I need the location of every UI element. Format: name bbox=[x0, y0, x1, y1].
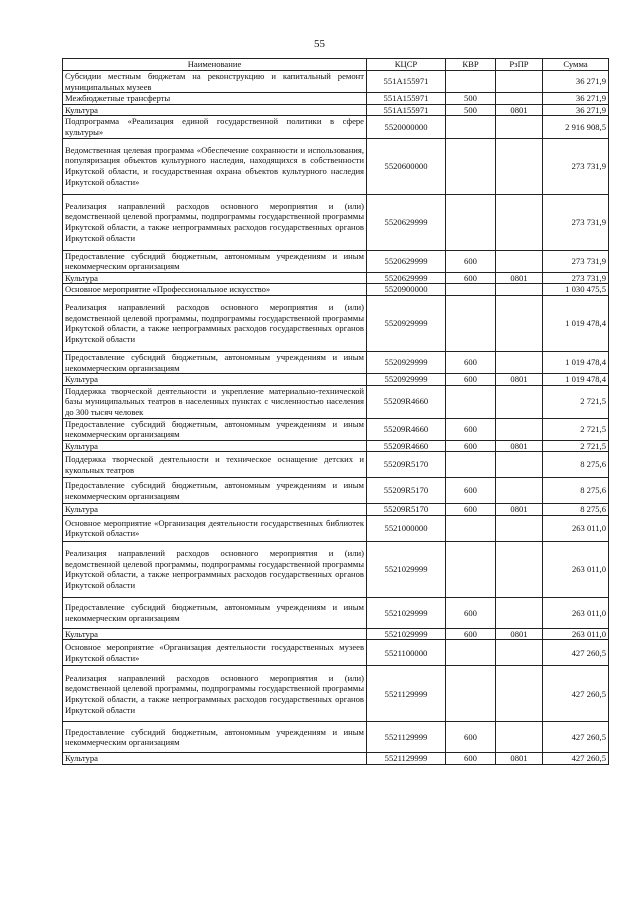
cell-name: Подпрограмма «Реализация единой государственной политики в сфере культуры» bbox=[63, 116, 367, 138]
cell-name: Реализация направлений расходов основного мероприятия и (или) ведомственной целевой программы, подпрограммы государственной программы Иркутской области, а также непрограммных расходов государственных органов Иркутской области bbox=[63, 541, 367, 597]
cell-sum: 8 275,6 bbox=[543, 452, 609, 478]
cell-kvr: 600 bbox=[446, 351, 496, 373]
cell-rzpr: 0801 bbox=[496, 440, 543, 452]
cell-code: 55209R4660 bbox=[367, 418, 446, 440]
cell-kvr bbox=[446, 295, 496, 351]
cell-kvr: 600 bbox=[446, 272, 496, 284]
cell-rzpr bbox=[496, 722, 543, 753]
table-row bbox=[63, 515, 609, 541]
cell-rzpr bbox=[496, 295, 543, 351]
cell-sum: 263 011,0 bbox=[543, 628, 609, 640]
cell-name: Предоставление субсидий бюджетным, автономным учреждениям и иным некоммерческим организациям bbox=[63, 351, 367, 373]
cell-code: 55209R5170 bbox=[367, 452, 446, 478]
cell-name: Предоставление субсидий бюджетным, автономным учреждениям и иным некоммерческим организациям bbox=[63, 418, 367, 440]
header-code: КЦСР bbox=[367, 59, 446, 71]
cell-kvr: 600 bbox=[446, 628, 496, 640]
cell-kvr bbox=[446, 284, 496, 296]
cell-rzpr bbox=[496, 418, 543, 440]
cell-code: 5520900000 bbox=[367, 284, 446, 296]
cell-rzpr: 0801 bbox=[496, 753, 543, 765]
cell-sum: 263 011,0 bbox=[543, 597, 609, 628]
cell-code: 551А155971 bbox=[367, 71, 446, 93]
table-row bbox=[63, 722, 609, 753]
cell-rzpr bbox=[496, 597, 543, 628]
cell-kvr bbox=[446, 640, 496, 666]
cell-kvr bbox=[446, 138, 496, 194]
table-row bbox=[63, 295, 609, 351]
cell-kvr: 600 bbox=[446, 440, 496, 452]
cell-rzpr bbox=[496, 666, 543, 722]
table-row bbox=[63, 374, 609, 386]
cell-name: Культура bbox=[63, 628, 367, 640]
cell-sum: 263 011,0 bbox=[543, 541, 609, 597]
header-rzpr: РзПР bbox=[496, 59, 543, 71]
table-header-row bbox=[63, 59, 609, 71]
cell-rzpr bbox=[496, 385, 543, 418]
cell-name: Реализация направлений расходов основного мероприятия и (или) ведомственной целевой программы, подпрограммы государственной программы Иркутской области, а также непрограммных расходов государственных органов Иркутской области bbox=[63, 666, 367, 722]
cell-sum: 427 260,5 bbox=[543, 666, 609, 722]
cell-code: 55209R5170 bbox=[367, 504, 446, 516]
cell-code: 55209R5170 bbox=[367, 478, 446, 504]
cell-name: Культура bbox=[63, 440, 367, 452]
cell-sum: 1 019 478,4 bbox=[543, 351, 609, 373]
cell-kvr: 600 bbox=[446, 250, 496, 272]
cell-kvr bbox=[446, 452, 496, 478]
cell-code: 5521129999 bbox=[367, 722, 446, 753]
table-row bbox=[63, 452, 609, 478]
cell-kvr bbox=[446, 666, 496, 722]
cell-sum: 273 731,9 bbox=[543, 138, 609, 194]
cell-sum: 1 019 478,4 bbox=[543, 295, 609, 351]
cell-name: Основное мероприятие «Организация деятельности государственных библиотек Иркутской области» bbox=[63, 515, 367, 541]
cell-sum: 36 271,9 bbox=[543, 93, 609, 105]
cell-kvr: 600 bbox=[446, 722, 496, 753]
cell-code: 5520000000 bbox=[367, 116, 446, 138]
cell-code: 55209R4660 bbox=[367, 440, 446, 452]
cell-rzpr bbox=[496, 284, 543, 296]
cell-rzpr bbox=[496, 250, 543, 272]
cell-code: 5521100000 bbox=[367, 640, 446, 666]
cell-sum: 2 721,5 bbox=[543, 385, 609, 418]
cell-sum: 1 019 478,4 bbox=[543, 374, 609, 386]
cell-kvr: 500 bbox=[446, 104, 496, 116]
cell-kvr: 500 bbox=[446, 93, 496, 105]
cell-name: Основное мероприятие «Организация деятельности государственных музеев Иркутской области» bbox=[63, 640, 367, 666]
cell-name: Культура bbox=[63, 272, 367, 284]
table-row bbox=[63, 93, 609, 105]
table-row bbox=[63, 640, 609, 666]
header-kvr: КВР bbox=[446, 59, 496, 71]
cell-sum: 2 721,5 bbox=[543, 440, 609, 452]
cell-kvr: 600 bbox=[446, 504, 496, 516]
table-row bbox=[63, 385, 609, 418]
cell-sum: 273 731,9 bbox=[543, 250, 609, 272]
cell-name: Межбюджетные трансферты bbox=[63, 93, 367, 105]
cell-rzpr bbox=[496, 194, 543, 250]
table-row bbox=[63, 194, 609, 250]
cell-code: 5520600000 bbox=[367, 138, 446, 194]
cell-sum: 273 731,9 bbox=[543, 272, 609, 284]
header-name: Наименование bbox=[63, 59, 367, 71]
cell-sum: 427 260,5 bbox=[543, 753, 609, 765]
cell-kvr: 600 bbox=[446, 478, 496, 504]
cell-kvr bbox=[446, 541, 496, 597]
cell-kvr: 600 bbox=[446, 374, 496, 386]
cell-code: 5521029999 bbox=[367, 541, 446, 597]
table-row bbox=[63, 666, 609, 722]
table-row bbox=[63, 272, 609, 284]
cell-code: 5520629999 bbox=[367, 272, 446, 284]
table-row bbox=[63, 597, 609, 628]
cell-name: Культура bbox=[63, 104, 367, 116]
table-row bbox=[63, 284, 609, 296]
cell-name: Предоставление субсидий бюджетным, автономным учреждениям и иным некоммерческим организациям bbox=[63, 597, 367, 628]
cell-name: Предоставление субсидий бюджетным, автономным учреждениям и иным некоммерческим организациям bbox=[63, 478, 367, 504]
table-row bbox=[63, 104, 609, 116]
cell-kvr bbox=[446, 116, 496, 138]
cell-rzpr bbox=[496, 478, 543, 504]
cell-rzpr bbox=[496, 71, 543, 93]
cell-rzpr bbox=[496, 640, 543, 666]
table-row bbox=[63, 628, 609, 640]
cell-code: 5520929999 bbox=[367, 295, 446, 351]
cell-kvr bbox=[446, 194, 496, 250]
cell-sum: 427 260,5 bbox=[543, 640, 609, 666]
cell-sum: 273 731,9 bbox=[543, 194, 609, 250]
cell-kvr bbox=[446, 71, 496, 93]
cell-code: 55209R4660 bbox=[367, 385, 446, 418]
cell-sum: 8 275,6 bbox=[543, 504, 609, 516]
budget-table bbox=[62, 58, 609, 765]
cell-rzpr bbox=[496, 138, 543, 194]
cell-code: 551А155971 bbox=[367, 93, 446, 105]
cell-rzpr bbox=[496, 351, 543, 373]
cell-rzpr: 0801 bbox=[496, 272, 543, 284]
table-row bbox=[63, 116, 609, 138]
cell-rzpr bbox=[496, 541, 543, 597]
cell-sum: 2 721,5 bbox=[543, 418, 609, 440]
cell-code: 5520929999 bbox=[367, 351, 446, 373]
cell-code: 5521000000 bbox=[367, 515, 446, 541]
cell-code: 5521029999 bbox=[367, 597, 446, 628]
cell-name: Субсидии местным бюджетам на реконструкцию и капитальный ремонт муниципальных музеев bbox=[63, 71, 367, 93]
cell-sum: 2 916 908,5 bbox=[543, 116, 609, 138]
cell-sum: 427 260,5 bbox=[543, 722, 609, 753]
cell-code: 5521029999 bbox=[367, 628, 446, 640]
cell-rzpr bbox=[496, 116, 543, 138]
cell-name: Культура bbox=[63, 753, 367, 765]
cell-name: Основное мероприятие «Профессиональное искусство» bbox=[63, 284, 367, 296]
cell-code: 5520929999 bbox=[367, 374, 446, 386]
cell-kvr: 600 bbox=[446, 753, 496, 765]
cell-sum: 8 275,6 bbox=[543, 478, 609, 504]
cell-rzpr bbox=[496, 452, 543, 478]
cell-sum: 263 011,0 bbox=[543, 515, 609, 541]
cell-code: 5520629999 bbox=[367, 250, 446, 272]
table-row bbox=[63, 541, 609, 597]
cell-rzpr: 0801 bbox=[496, 628, 543, 640]
cell-rzpr bbox=[496, 515, 543, 541]
cell-sum: 36 271,9 bbox=[543, 104, 609, 116]
cell-name: Предоставление субсидий бюджетным, автономным учреждениям и иным некоммерческим организациям bbox=[63, 722, 367, 753]
table-row bbox=[63, 250, 609, 272]
table-row bbox=[63, 418, 609, 440]
table-body bbox=[63, 71, 609, 765]
cell-name: Ведомственная целевая программа «Обеспечение сохранности и использования, популяризация объектов культурного наследия, находящихся в собственности Иркутской области, и государственная охрана объектов культурного наследия Иркутской области» bbox=[63, 138, 367, 194]
cell-name: Культура bbox=[63, 374, 367, 386]
cell-code: 5521129999 bbox=[367, 666, 446, 722]
table-row bbox=[63, 138, 609, 194]
cell-name: Реализация направлений расходов основного мероприятия и (или) ведомственной целевой программы, подпрограммы государственной программы Иркутской области, а также непрограммных расходов государственных органов Иркутской области bbox=[63, 295, 367, 351]
cell-name: Поддержка творческой деятельности и техническое оснащение детских и кукольных театров bbox=[63, 452, 367, 478]
cell-name: Культура bbox=[63, 504, 367, 516]
table-row bbox=[63, 478, 609, 504]
header-sum: Сумма bbox=[543, 59, 609, 71]
table-row bbox=[63, 71, 609, 93]
page-number: 55 bbox=[314, 38, 325, 50]
table-row bbox=[63, 753, 609, 765]
cell-code: 5520629999 bbox=[367, 194, 446, 250]
cell-name: Предоставление субсидий бюджетным, автономным учреждениям и иным некоммерческим организациям bbox=[63, 250, 367, 272]
cell-sum: 1 030 475,5 bbox=[543, 284, 609, 296]
cell-kvr bbox=[446, 515, 496, 541]
table-row bbox=[63, 351, 609, 373]
cell-sum: 36 271,9 bbox=[543, 71, 609, 93]
cell-code: 5521129999 bbox=[367, 753, 446, 765]
cell-rzpr: 0801 bbox=[496, 374, 543, 386]
cell-rzpr: 0801 bbox=[496, 104, 543, 116]
table-row bbox=[63, 504, 609, 516]
cell-kvr: 600 bbox=[446, 418, 496, 440]
cell-name: Реализация направлений расходов основного мероприятия и (или) ведомственной целевой программы, подпрограммы государственной программы Иркутской области, а также непрограммных расходов государственных органов Иркутской области bbox=[63, 194, 367, 250]
cell-code: 551А155971 bbox=[367, 104, 446, 116]
table-row bbox=[63, 440, 609, 452]
cell-rzpr bbox=[496, 93, 543, 105]
cell-kvr: 600 bbox=[446, 597, 496, 628]
cell-rzpr: 0801 bbox=[496, 504, 543, 516]
cell-name: Поддержка творческой деятельности и укрепление материально-технической базы муниципальных театров в населенных пунктах с численностью населения до 300 тысяч человек bbox=[63, 385, 367, 418]
cell-kvr bbox=[446, 385, 496, 418]
